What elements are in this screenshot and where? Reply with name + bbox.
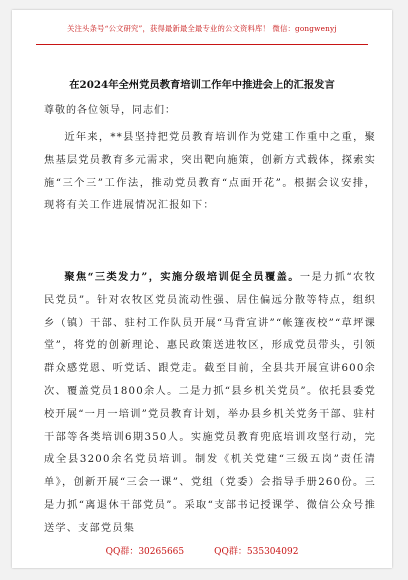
paragraph-2-lead: 聚焦“三类发力”，实施分级培训促全员覆盖。 — [64, 271, 300, 283]
paragraph-1-text: 近年来，**县坚持把党员教育培训作为党建工作重中之重，聚焦基层党员教育多元需求，突出靶向施策，创新方式载体，探索实施“三个三”工作法，推动党员教育“点面开花”。根据会议安排，现将有关工作进展情况汇报如下： — [44, 132, 376, 212]
document-page — [12, 10, 392, 568]
header-rule — [36, 44, 368, 45]
footer-qq-group-1: QQ群：30265665 — [105, 547, 185, 557]
header-banner: 关注头条号“公文研究”，获得最新最全最专业的公文资料库！ 微信：gongwenyj — [67, 24, 337, 33]
paragraph-2-text: 一是力抓“农牧民党员”。针对农牧区党员流动性强、居住偏远分散等特点，组织乡（镇）干部、驻村工作队员开展“马背宣讲”“帐篷夜校”“草坪课堂”，将党的创新理论、惠民政策送进牧区，形成党员带头，引领群众感党恩、听党话、跟党走。截至目前，全县共开展宣讲600余次、覆盖党员1800余人。二是力抓“县乡机关党员”。依托县委党校开展“一月一培训”党员教育计划，举办县乡机关党务干部、驻村干部等各类培训6期350人。实施党员教育兜底培训攻坚行动，完成全县3200余名党员培训。制发《机关党建“三级五岗”责任清单》，创新开展“三会一课”、党组（党委）会指导手册260份。三是力抓“离退休干部党员”。采取“支部书记授课学、微信公众号推送学、支部党员集 — [44, 272, 376, 534]
body-paragraph-2 — [44, 266, 376, 541]
footer-contact — [12, 544, 392, 557]
body-paragraph-1 — [44, 127, 376, 218]
salutation: 尊敬的各位领导，同志们： — [44, 105, 176, 116]
document-title: 在2024年全州党员教育培训工作年中推进会上的汇报发言 — [69, 79, 335, 91]
footer-qq-group-2: QQ群：535304092 — [214, 547, 299, 557]
